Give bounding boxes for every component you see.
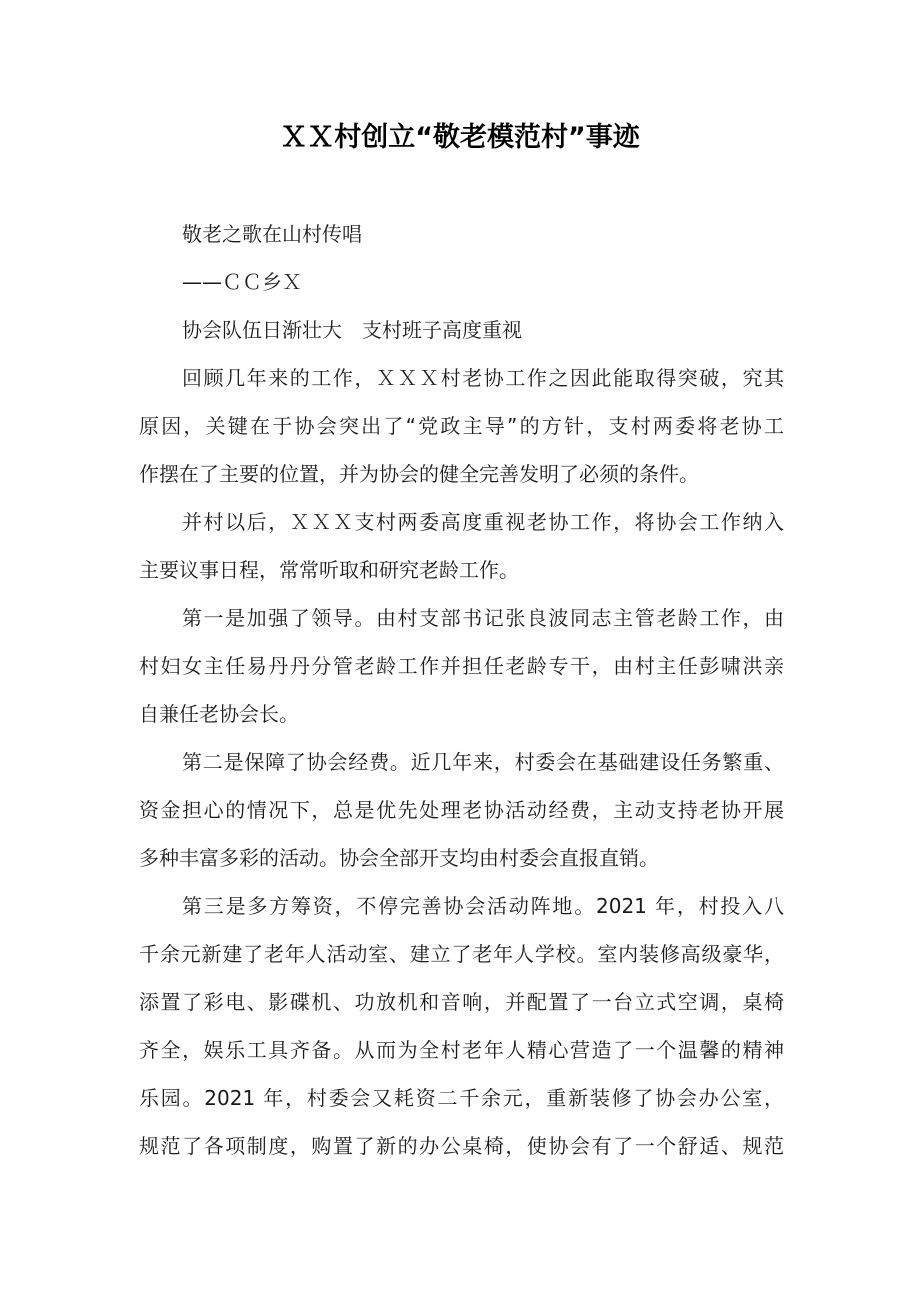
paragraph-4-line-1: 第二是保障了协会经费。近几年来，村委会在基础建设任务繁重、 [182, 750, 784, 774]
paragraph-5-line-2: 千余元新建了老年人活动室、建立了老年人学校。室内装修高级豪华， [139, 942, 784, 966]
paragraph-1-line-2: 原因，关键在于协会突出了“党政主导”的方针，支村两委将老协工 [139, 414, 784, 438]
section-heading: 协会队伍日渐壮大 支村班子高度重视 [182, 318, 522, 342]
paragraph-4-line-3: 多种丰富多彩的活动。协会全部开支均由村委会直报直销。 [139, 846, 659, 870]
paragraph-5-line-6: 规范了各项制度，购置了新的办公桌椅，使协会有了一个舒适、规范 [139, 1134, 784, 1158]
paragraph-2-line-2: 主要议事日程，常常听取和研究老龄工作。 [139, 558, 519, 582]
paragraph-3-line-3: 自兼任老协会长。 [139, 702, 299, 726]
paragraph-5-line-3: 添置了彩电、影碟机、功放机和音响，并配置了一台立式空调，桌椅 [139, 990, 784, 1014]
paragraph-5-line-5: 乐园。2021 年，村委会又耗资二千余元，重新装修了协会办公室， [139, 1086, 784, 1110]
paragraph-1-line-1: 回顾几年来的工作，ＸＸＸ村老协工作之因此能取得突破，究其 [182, 366, 784, 390]
subtitle: 敬老之歌在山村传唱 [182, 222, 362, 246]
paragraph-3-line-1: 第一是加强了领导。由村支部书记张良波同志主管老龄工作，由 [182, 606, 784, 630]
paragraph-1-line-3: 作摆在了主要的位置，并为协会的健全完善发明了必须的条件。 [139, 462, 699, 486]
document-title: ＸＸ村创立“敬老模范村”事迹 [280, 122, 640, 153]
paragraph-5-line-4: 齐全，娱乐工具齐备。从而为全村老年人精心营造了一个温馨的精神 [139, 1038, 784, 1062]
paragraph-5-line-1: 第三是多方筹资，不停完善协会活动阵地。2021 年，村投入八 [182, 894, 784, 918]
paragraph-3-line-2: 村妇女主任易丹丹分管老龄工作并担任老龄专干，由村主任彭啸洪亲 [139, 654, 784, 678]
byline: ——ＣＣ乡Ｘ [182, 270, 302, 294]
paragraph-4-line-2: 资金担心的情况下，总是优先处理老协活动经费，主动支持老协开展 [139, 798, 784, 822]
paragraph-2-line-1: 并村以后，ＸＸＸ支村两委高度重视老协工作，将协会工作纳入 [182, 510, 784, 534]
